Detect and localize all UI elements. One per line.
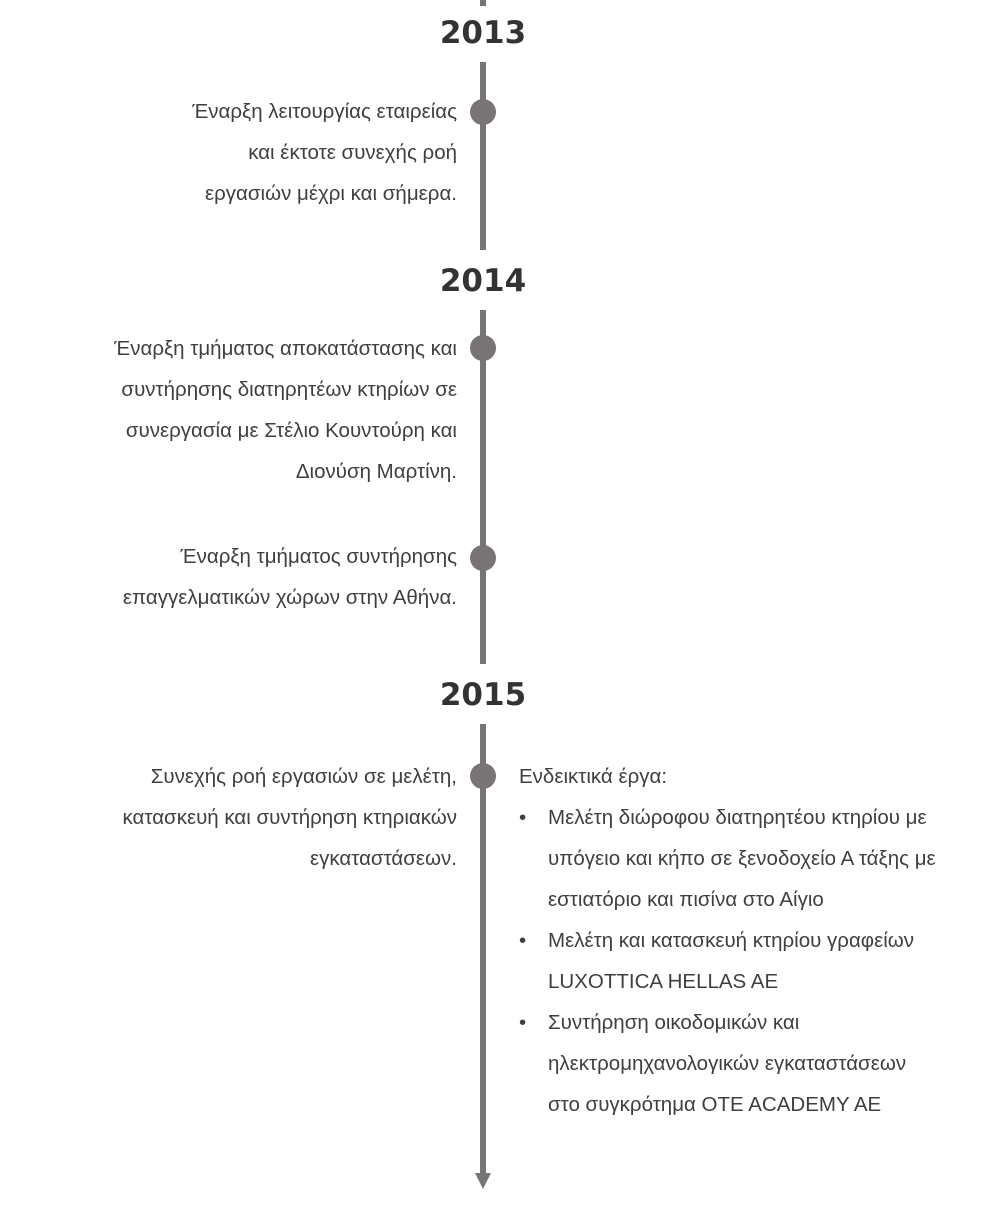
year-label-2015: 2015 — [439, 677, 527, 713]
project-line: Μελέτη διώροφου διατηρητέου κτηρίου με — [548, 806, 927, 829]
timeline-arrow-icon — [475, 1173, 491, 1189]
bullet-icon: • — [519, 1011, 527, 1034]
project-line: στο συγκρότημα OTE ACADEMY AE — [548, 1093, 882, 1116]
projects-list-2015 — [519, 756, 989, 1125]
project-line: υπόγειο και κήπο σε ξενοδοχείο Α τάξης με — [548, 847, 936, 870]
project-line: Συντήρηση οικοδομικών και — [548, 1011, 800, 1034]
event-line: Έναρξη λειτουργίας εταιρείας — [192, 100, 457, 123]
event-line: εργασιών μέχρι και σήμερα. — [205, 182, 457, 205]
event-2013-company-start — [57, 91, 457, 214]
event-line: επαγγελματικών χώρων στην Αθήνα. — [122, 586, 457, 609]
event-line: Συνεχής ροή εργασιών σε μελέτη, — [150, 765, 457, 788]
year-label-2013: 2013 — [439, 15, 527, 51]
timeline-axis-2013 — [480, 62, 486, 250]
list-item — [519, 1002, 989, 1125]
event-line: Διονύση Μαρτίνη. — [295, 460, 457, 483]
year-label-2014: 2014 — [439, 263, 527, 299]
event-line: και έκτοτε συνεχής ροή — [248, 141, 457, 164]
timeline-axis-2014 — [480, 310, 486, 664]
projects-items — [519, 797, 989, 1125]
list-item — [519, 797, 989, 920]
event-line: εγκαταστάσεων. — [310, 847, 457, 870]
event-2014-maintenance — [57, 536, 457, 618]
event-2014-restoration — [57, 328, 457, 492]
list-item — [519, 920, 989, 1002]
projects-heading: Ενδεικτικά έργα: — [519, 765, 668, 788]
event-line: συντήρησης διατηρητέων κτηρίων σε — [121, 378, 457, 401]
bullet-icon: • — [519, 806, 527, 829]
bullet-icon: • — [519, 929, 527, 952]
event-line: συνεργασία με Στέλιο Κουντούρη και — [125, 419, 457, 442]
event-line: κατασκευή και συντήρηση κτηριακών — [122, 806, 457, 829]
event-line: Έναρξη τμήματος αποκατάστασης και — [114, 337, 457, 360]
event-line: Έναρξη τμήματος συντήρησης — [180, 545, 457, 568]
event-2015-continuous-work — [57, 756, 457, 879]
project-line: LUXOTTICA HELLAS AE — [548, 970, 779, 993]
project-line: εστιατόριο και πισίνα στο Αίγιο — [548, 888, 824, 911]
timeline-dot-icon — [470, 335, 496, 361]
timeline-axis-2015 — [480, 724, 486, 1176]
project-line: ηλεκτρομηχανολογικών εγκαταστάσεων — [548, 1052, 907, 1075]
timeline-axis-top — [480, 0, 486, 6]
timeline-dot-icon — [470, 763, 496, 789]
timeline-dot-icon — [470, 545, 496, 571]
timeline-dot-icon — [470, 99, 496, 125]
project-line: Μελέτη και κατασκευή κτηρίου γραφείων — [548, 929, 915, 952]
